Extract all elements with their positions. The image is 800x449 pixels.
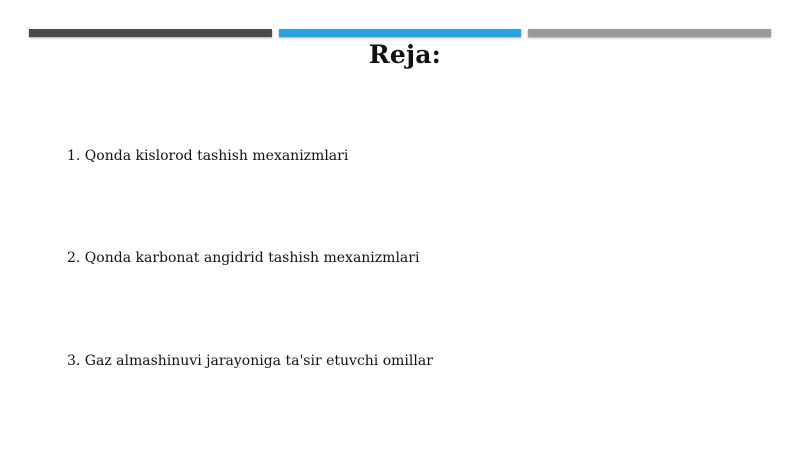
header-bar-blue xyxy=(279,29,521,37)
plan-item-2: 2. Qonda karbonat angidrid tashish mexanizmlari xyxy=(67,250,420,266)
plan-item-1: 1. Qonda kislorod tashish mexanizmlari xyxy=(67,148,349,164)
header-bar-gray xyxy=(528,29,771,37)
plan-item-3: 3. Gaz almashinuvi jarayoniga ta'sir etuvchi omillar xyxy=(67,353,433,369)
header-bar-dark xyxy=(29,29,272,37)
slide-title: Reja: xyxy=(368,40,442,69)
